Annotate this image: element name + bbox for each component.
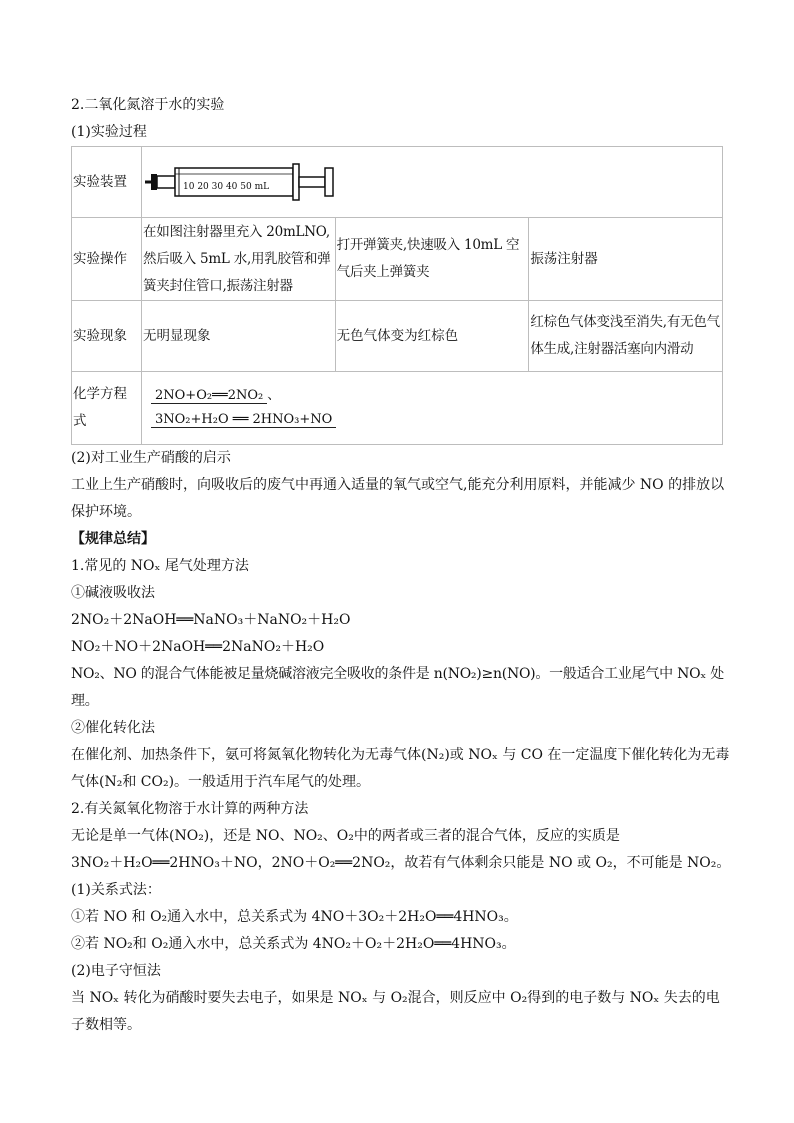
- table-row-apparatus: [72, 147, 723, 218]
- operation-step-3: 振荡注射器: [529, 218, 723, 301]
- method-alkali: ①碱液吸收法: [71, 585, 155, 601]
- table-row-operation: [72, 218, 723, 301]
- equation-1: 2NO+O₂══2NO₂: [151, 388, 267, 404]
- method-electron: (2)电子守恒法: [71, 963, 161, 979]
- table-row-equation: [72, 372, 723, 445]
- electron-text: 当 NOₓ 转化为硝酸时要失去电子，如果是 NOₓ 与 O₂混合，则反应中 O₂得到的电子数与 NOₓ 失去的电子数相等。: [71, 990, 720, 1033]
- catalytic-text: 在催化剂、加热条件下，氨可将氮氧化物转化为无毒气体(N₂)或 NOₓ 与 CO 在一定温度下催化转化为无毒气体(N₂和 CO₂)。一般适用于汽车尾气的处理。: [71, 747, 730, 790]
- method-catalytic: ②催化转化法: [71, 720, 155, 736]
- experiment-table: [71, 146, 723, 445]
- operation-step-1: 在如图注射器里充入 20mLNO,然后吸入 5mL 水,用乳胶管和弹簧夹封住管口,振荡注射器: [142, 218, 336, 301]
- summary-2-title: 2.有关氮氧化物溶于水计算的两种方法: [71, 801, 309, 817]
- document-body: [71, 92, 731, 1039]
- equation-2: 3NO₂+H₂O ══ 2HNO₃+NO: [151, 412, 336, 428]
- syringe-scale: 10 20 30 40 50 mL: [183, 182, 270, 192]
- alkali-equation-1: 2NO₂＋2NaOH══NaNO₃＋NaNO₂＋H₂O: [71, 612, 351, 628]
- alkali-equation-2: NO₂＋NO＋2NaOH══2NaNO₂＋H₂O: [71, 639, 325, 655]
- summary-1-title: 1.常见的 NOₓ 尾气处理方法: [71, 558, 249, 574]
- relation-case-2: ②若 NO₂和 O₂通入水中，总关系式为 4NO₂＋O₂＋2H₂O══4HNO₃。: [71, 936, 516, 952]
- label-phenomenon: 实验现象: [72, 301, 142, 372]
- relation-case-1: ①若 NO 和 O₂通入水中，总关系式为 4NO＋3O₂＋2H₂O══4HNO₃。: [71, 909, 518, 925]
- calc-intro-1: 无论是单一气体(NO₂)，还是 NO、NO₂、O₂中的两者或三者的混合气体，反应的实质是: [71, 828, 620, 844]
- summary-title: 【规律总结】: [71, 531, 155, 547]
- alkali-note: NO₂、NO 的混合气体能被足量烧碱溶液完全吸收的条件是 n(NO₂)≥n(NO)。一般适合工业尾气中 NOₓ 处理。: [71, 666, 724, 709]
- apparatus-cell: [142, 147, 723, 218]
- inspiration-text: 工业上生产硝酸时，向吸收后的废气中再通入适量的氧气或空气,能充分利用原料，并能减少 NO 的排放以保护环境。: [71, 477, 725, 520]
- phenomenon-1: 无明显现象: [142, 301, 336, 372]
- calc-intro-2: 3NO₂＋H₂O══2HNO₃＋NO，2NO＋O₂══2NO₂，故若有气体剩余只能是 NO 或 O₂，不可能是 NO₂。: [71, 855, 731, 871]
- label-apparatus: 实验装置: [72, 147, 142, 218]
- phenomenon-2: 无色气体变为红棕色: [335, 301, 529, 372]
- phenomenon-3: 红棕色气体变浅至消失,有无色气体生成,注射器活塞向内滑动: [529, 301, 723, 372]
- table-row-phenomenon: [72, 301, 723, 372]
- equation-separator: 、: [267, 388, 281, 403]
- method-relation: (1)关系式法：: [71, 882, 161, 898]
- label-equation: 化学方程式: [72, 372, 142, 445]
- equation-cell: [142, 372, 723, 445]
- operation-step-2: 打开弹簧夹,快速吸入 10mL 空气后夹上弹簧夹: [335, 218, 529, 301]
- subsection-process: (1)实验过程: [71, 124, 147, 140]
- subsection-inspiration: (2)对工业生产硝酸的启示: [71, 450, 231, 466]
- label-operation: 实验操作: [72, 218, 142, 301]
- section-title: 2.二氧化氮溶于水的实验: [71, 97, 225, 113]
- syringe-icon: [143, 162, 343, 202]
